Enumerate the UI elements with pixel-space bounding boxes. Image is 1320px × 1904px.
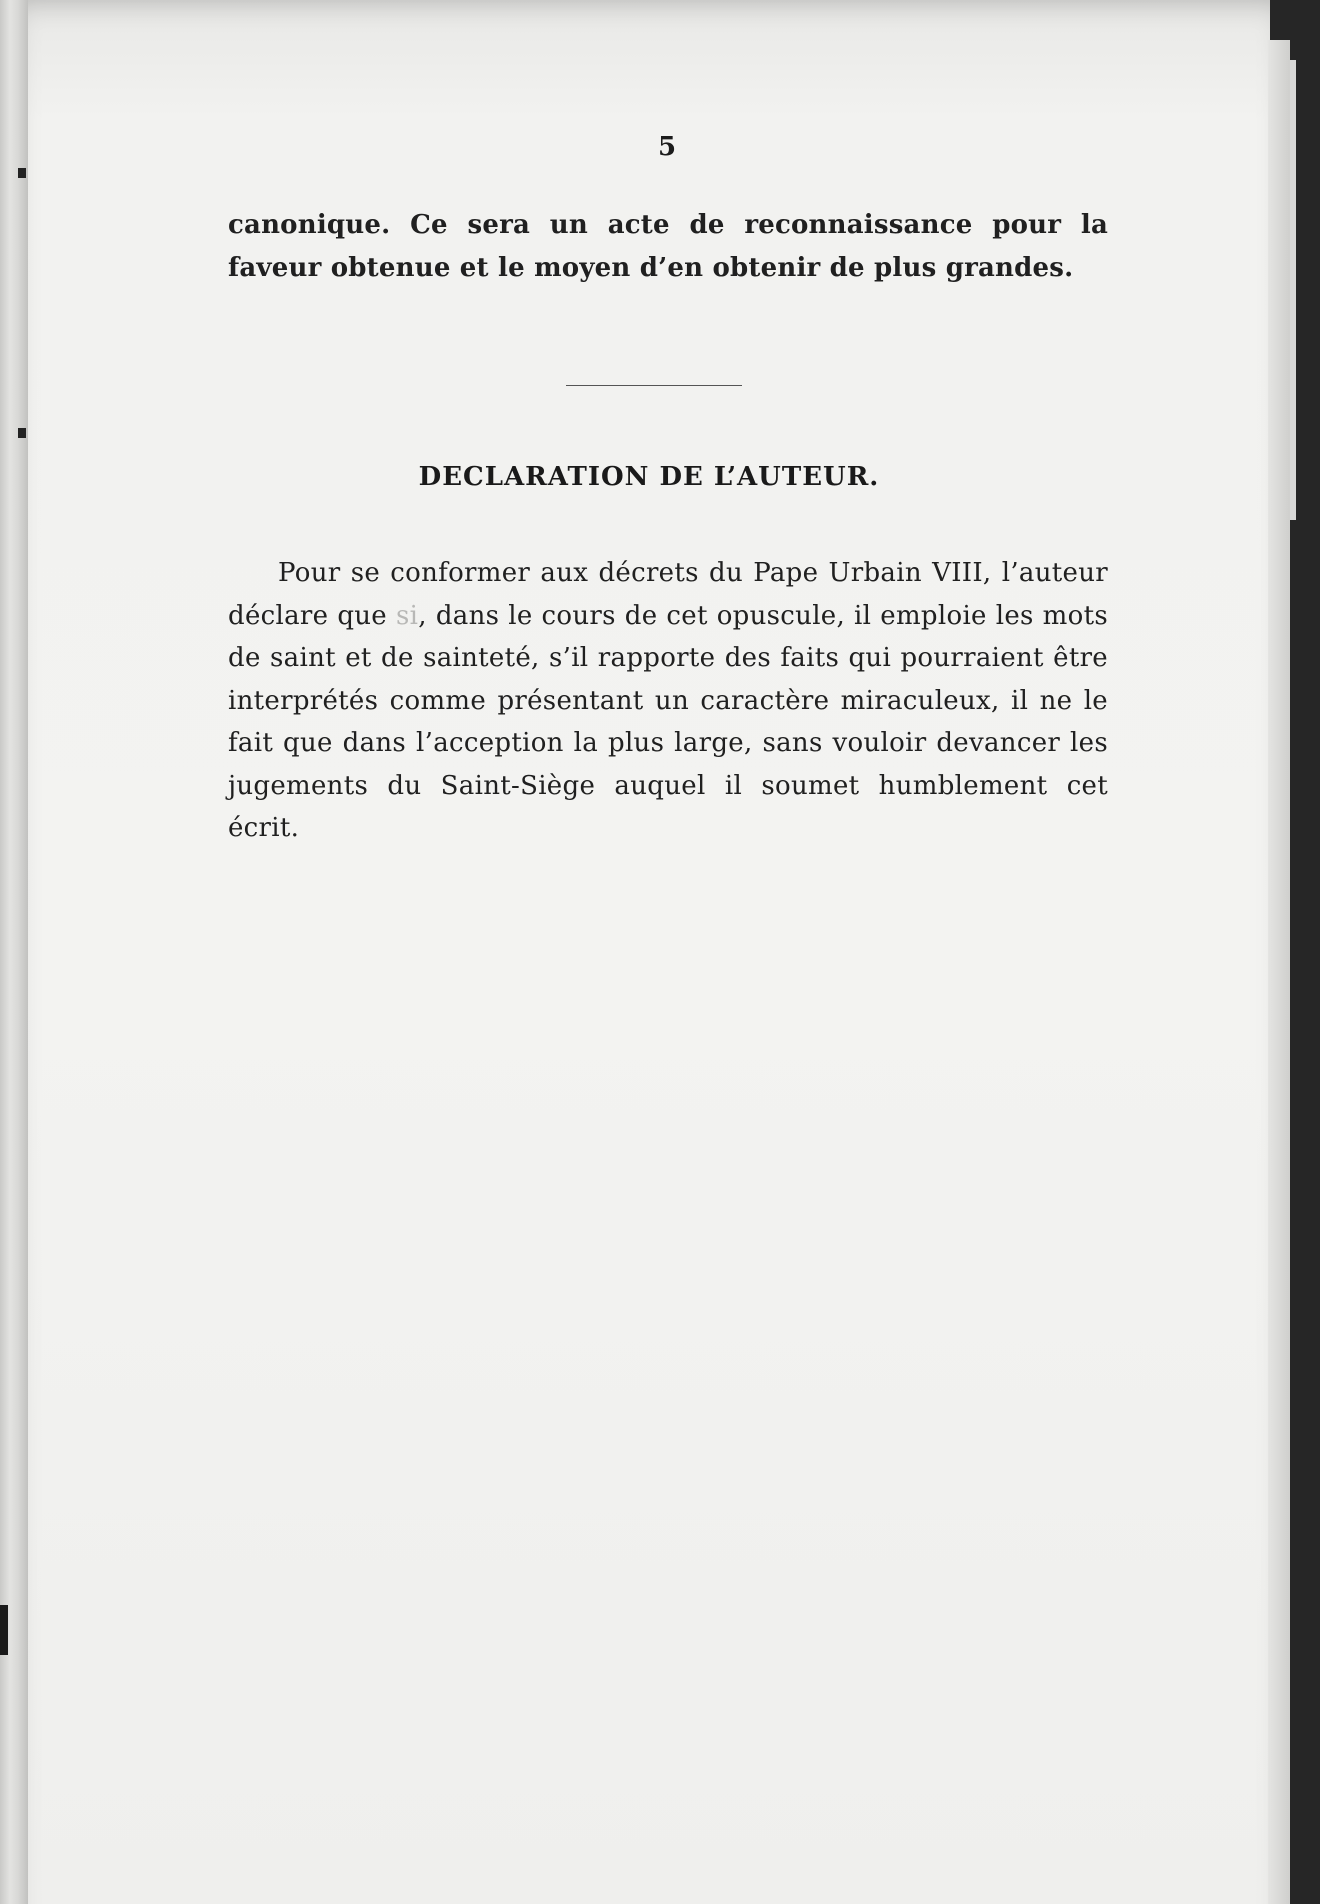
page-number: 5	[657, 132, 677, 162]
faded-word: si	[396, 600, 419, 631]
section-divider	[566, 385, 742, 386]
declaration-text-start: Pour se conformer aux décrets du Pape Urbain VIII, l’auteur déclare que	[228, 558, 1108, 631]
page-edge-inner	[1290, 60, 1296, 520]
declaration-paragraph	[228, 552, 1108, 850]
continued-paragraph: canonique. Ce sera un acte de reconnaissance pour la faveur obtenue et le moyen d’en obtenir de plus grandes.	[228, 210, 1108, 283]
section-heading: DECLARATION DE L’AUTEUR.	[418, 462, 880, 492]
binding-mark	[18, 168, 26, 178]
page-edge	[1268, 40, 1290, 1904]
binding-clip	[0, 1605, 8, 1655]
binding-strip	[0, 0, 30, 1904]
declaration-text-end: , dans le cours de cet opuscule, il emploie les mots de saint et de sainteté, s’il rapporte des faits qui pourraient être interprétés comme présentant un caractère miraculeux, il ne le fait que dans l’acception la plus large, sans vouloir devancer les jugements du Saint-Siège auquel il soumet humblement cet écrit.	[228, 600, 1108, 843]
book-page	[28, 0, 1270, 1904]
binding-mark	[18, 428, 26, 438]
